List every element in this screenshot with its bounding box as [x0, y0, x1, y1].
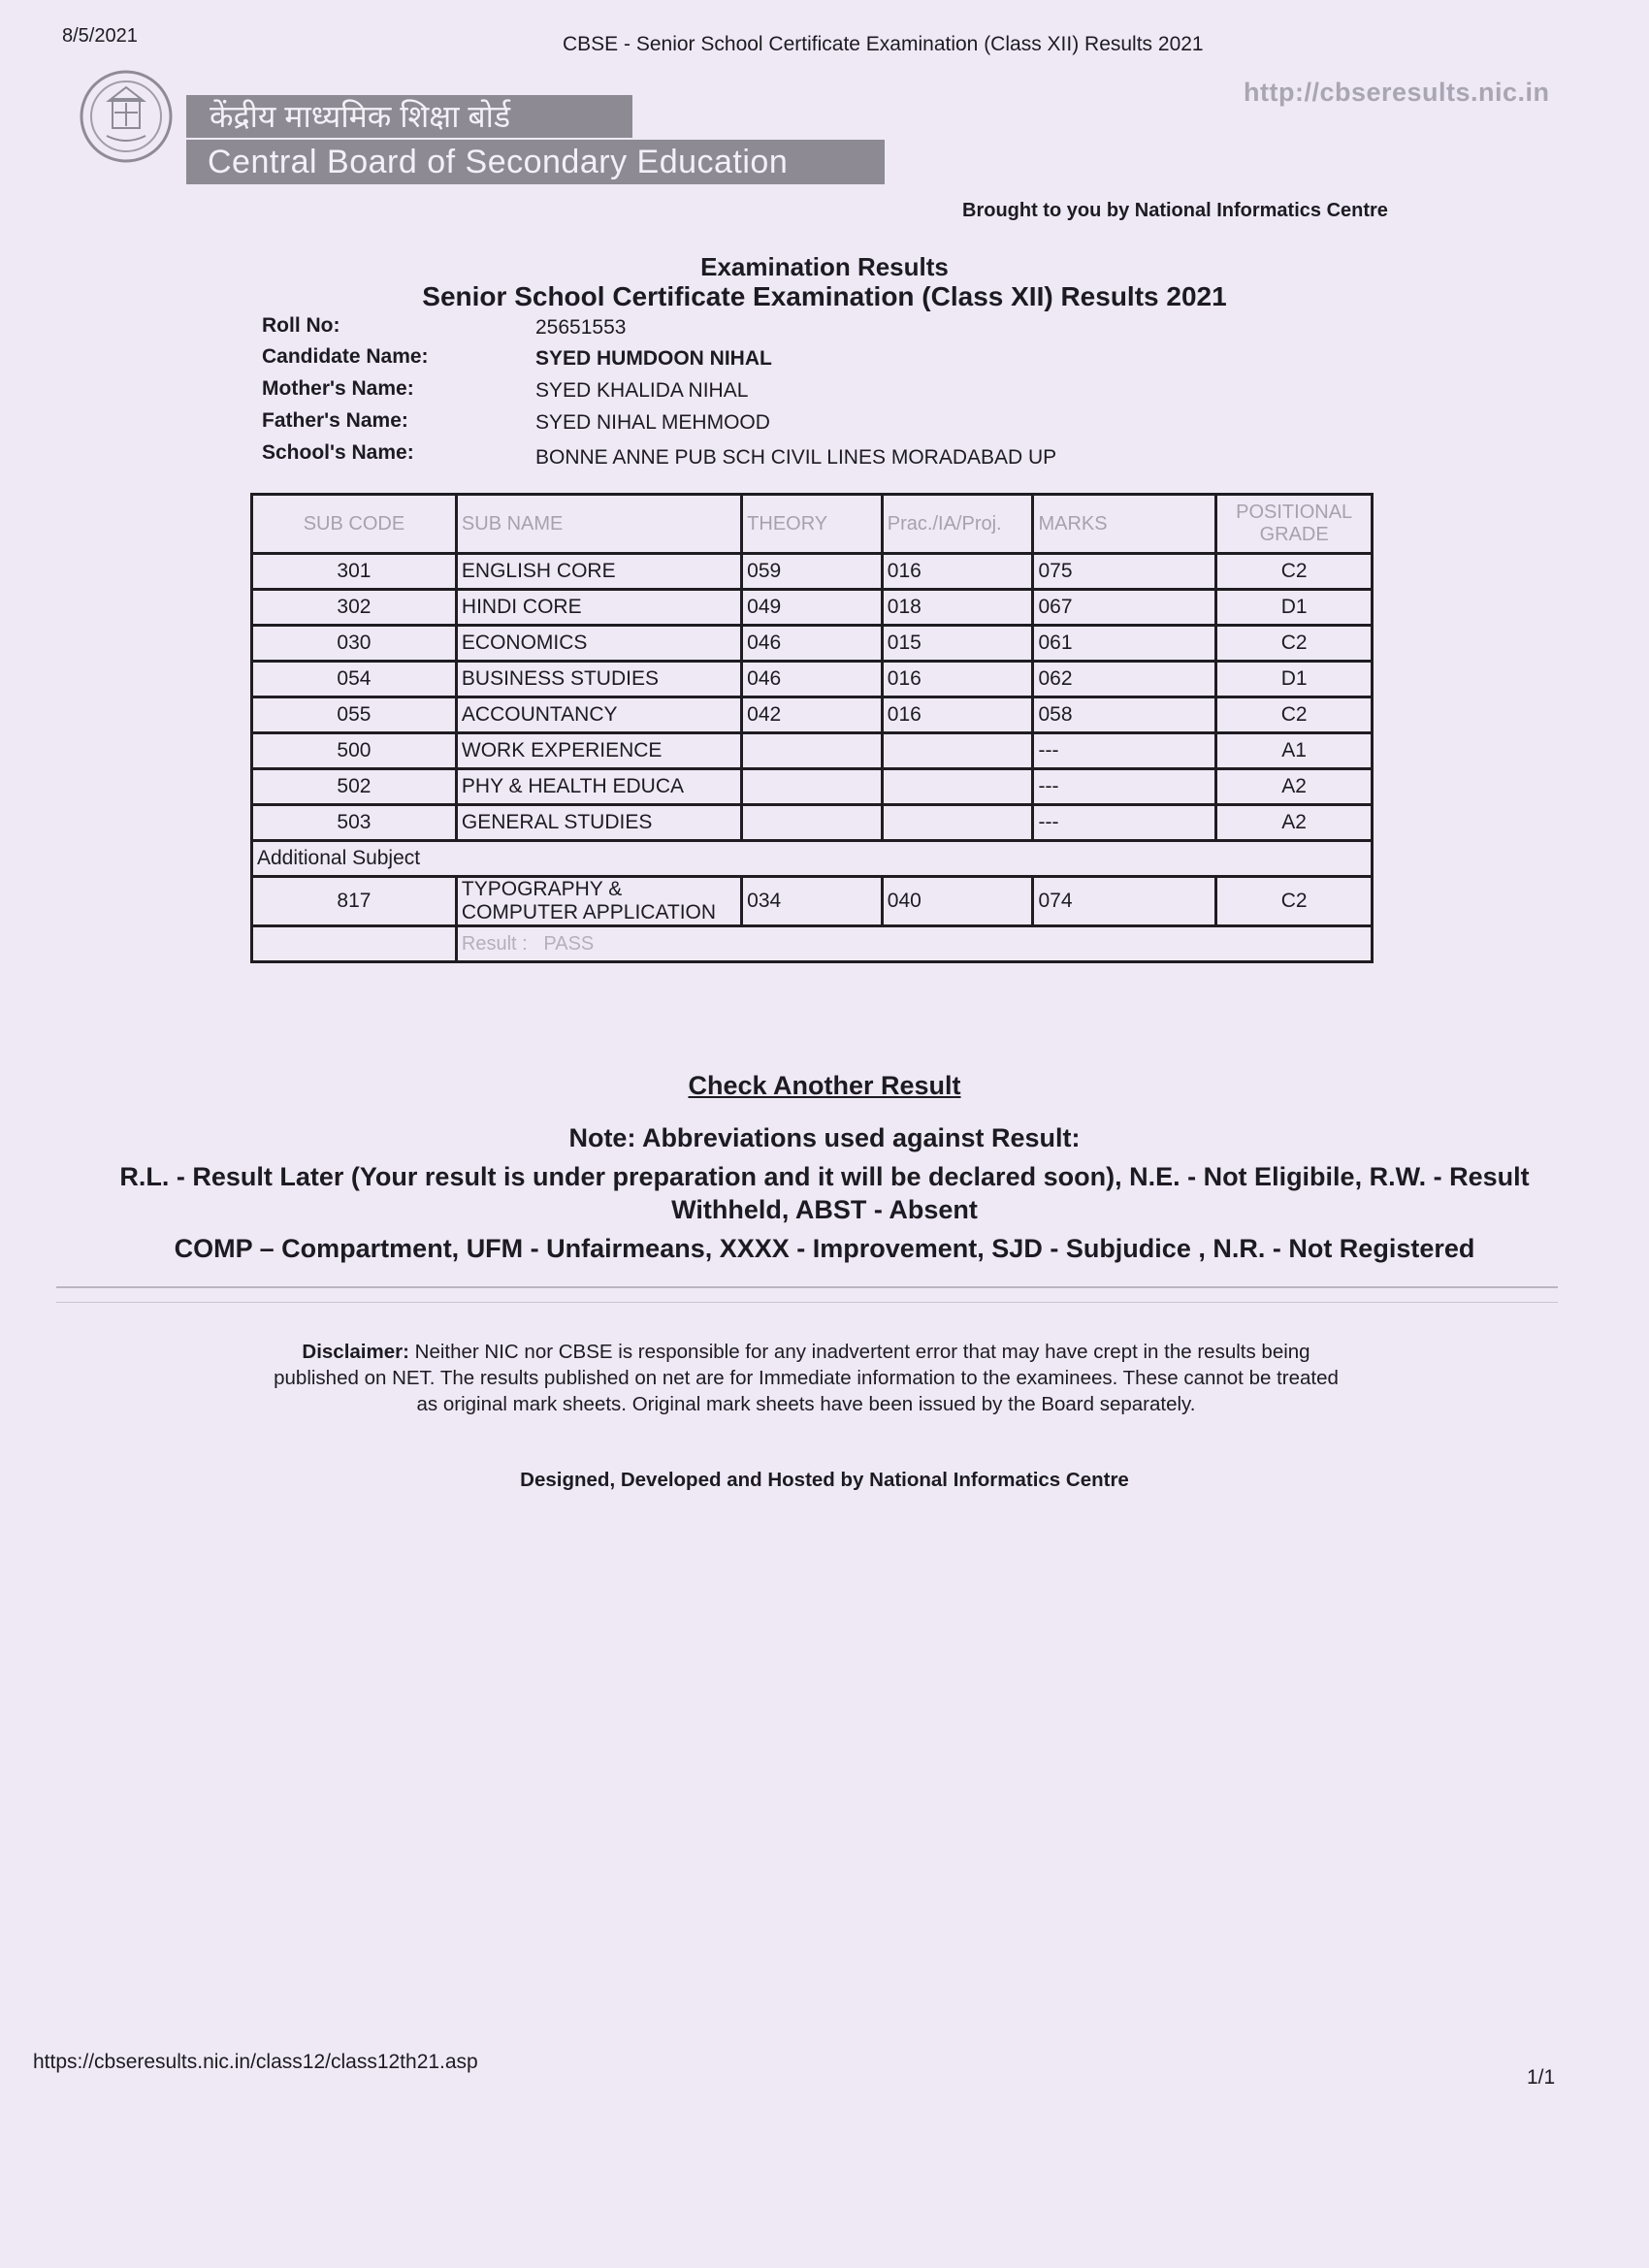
print-date: 8/5/2021 [62, 25, 138, 47]
sub-code: 030 [252, 626, 457, 662]
banner-hindi-title: केंद्रीय माध्यमिक शिक्षा बोर्ड [186, 95, 632, 138]
father-name-label: Father's Name: [262, 409, 408, 432]
roll-value: 25651553 [535, 316, 627, 339]
result-label: Result : [461, 932, 528, 955]
sub-name: ENGLISH CORE [456, 554, 741, 590]
sub-name: PHY & HEALTH EDUCA [456, 769, 741, 805]
results-table [250, 493, 1374, 963]
marks: 058 [1033, 697, 1216, 733]
exam-title: Senior School Certificate Examination (Class XII) Results 2021 [422, 281, 1227, 311]
table-row [252, 626, 1373, 662]
notes-line-3: COMP – Compartment, UFM - Unfairmeans, XXXX - Improvement, SJD - Subjudice , N.R. - Not Registered [174, 1234, 1475, 1263]
designed-by-text: Designed, Developed and Hosted by National Informatics Centre [520, 1469, 1129, 1491]
table-row [252, 590, 1373, 626]
table-row [252, 554, 1373, 590]
grade: C2 [1216, 626, 1373, 662]
sub-name: ECONOMICS [456, 626, 741, 662]
sub-name: HINDI CORE [456, 590, 741, 626]
header-theory: THEORY [742, 495, 883, 554]
site-url: http://cbseresults.nic.in [1244, 78, 1550, 107]
theory: 034 [742, 877, 883, 926]
print-footer-url: https://cbseresults.nic.in/class12/class12th21.asp [33, 2051, 478, 2073]
page-number: 1/1 [1527, 2066, 1556, 2089]
sub-code: 055 [252, 697, 457, 733]
practical: 016 [882, 697, 1033, 733]
result-value: PASS [543, 932, 595, 955]
grade: D1 [1216, 590, 1373, 626]
school-name-value: BONNE ANNE PUB SCH CIVIL LINES MORADABAD UP [535, 446, 1057, 469]
sub-code: 817 [252, 877, 457, 926]
header-sub-name: SUB NAME [456, 495, 741, 554]
divider [56, 1286, 1558, 1288]
disclaimer [268, 1339, 1344, 1417]
practical [882, 805, 1033, 841]
notes-line-2: Withheld, ABST - Absent [671, 1195, 978, 1224]
result-cell [456, 926, 1372, 962]
practical: 016 [882, 662, 1033, 697]
marks: --- [1033, 805, 1216, 841]
sub-code: 301 [252, 554, 457, 590]
marks: --- [1033, 769, 1216, 805]
grade: A2 [1216, 769, 1373, 805]
practical: 018 [882, 590, 1033, 626]
additional-subject-label: Additional Subject [252, 841, 1373, 877]
practical: 040 [882, 877, 1033, 926]
header-sub-code: SUB CODE [252, 495, 457, 554]
school-name-label: School's Name: [262, 441, 414, 464]
grade: D1 [1216, 662, 1373, 697]
cbse-logo-icon [78, 68, 175, 165]
additional-subject-row [252, 841, 1373, 877]
table-row [252, 733, 1373, 769]
theory: 046 [742, 626, 883, 662]
theory: 059 [742, 554, 883, 590]
mother-name-label: Mother's Name: [262, 377, 414, 400]
result-empty-cell [252, 926, 457, 962]
sub-name: BUSINESS STUDIES [456, 662, 741, 697]
table-row [252, 662, 1373, 697]
roll-label: Roll No: [262, 314, 340, 337]
grade: C2 [1216, 877, 1373, 926]
marks: 075 [1033, 554, 1216, 590]
practical [882, 769, 1033, 805]
notes-heading: Note: Abbreviations used against Result: [568, 1123, 1081, 1152]
sub-code: 054 [252, 662, 457, 697]
marks: --- [1033, 733, 1216, 769]
theory [742, 733, 883, 769]
mother-name-value: SYED KHALIDA NIHAL [535, 379, 749, 402]
table-header-row [252, 495, 1373, 554]
header-practical: Prac./IA/Proj. [882, 495, 1033, 554]
check-another-result-link[interactable]: Check Another Result [688, 1071, 961, 1100]
grade: A1 [1216, 733, 1373, 769]
table-row [252, 805, 1373, 841]
divider [56, 1302, 1558, 1303]
page-title: Examination Results [700, 252, 949, 281]
sub-code: 500 [252, 733, 457, 769]
result-row [252, 926, 1373, 962]
banner-english-title: Central Board of Secondary Education [186, 140, 885, 184]
cbse-banner [186, 95, 885, 186]
sub-name: GENERAL STUDIES [456, 805, 741, 841]
table-row [252, 769, 1373, 805]
grade: A2 [1216, 805, 1373, 841]
sub-name: ACCOUNTANCY [456, 697, 741, 733]
sub-code: 503 [252, 805, 457, 841]
practical: 016 [882, 554, 1033, 590]
disclaimer-label: Disclaimer: [302, 1341, 409, 1363]
header-marks: MARKS [1033, 495, 1216, 554]
father-name-value: SYED NIHAL MEHMOOD [535, 411, 770, 434]
notes-line-1: R.L. - Result Later (Your result is under preparation and it will be declared soon), N.E. - Not Eligibile, R.W. - Result [119, 1162, 1530, 1191]
print-page-title: CBSE - Senior School Certificate Examination (Class XII) Results 2021 [563, 33, 1204, 55]
marks: 061 [1033, 626, 1216, 662]
candidate-name-label: Candidate Name: [262, 345, 429, 368]
grade: C2 [1216, 554, 1373, 590]
marks: 074 [1033, 877, 1216, 926]
candidate-name-value: SYED HUMDOON NIHAL [535, 347, 772, 370]
disclaimer-text: Neither NIC nor CBSE is responsible for any inadvertent error that may have crept in the results being published on NET. The results published on net are for Immediate information to the examinees. These cannot be treated as original mark sheets. Original mark sheets have been issued by the Board separately. [274, 1341, 1339, 1415]
sub-name: WORK EXPERIENCE [456, 733, 741, 769]
theory: 046 [742, 662, 883, 697]
practical [882, 733, 1033, 769]
sub-code: 302 [252, 590, 457, 626]
sub-code: 502 [252, 769, 457, 805]
sub-name: TYPOGRAPHY & COMPUTER APPLICATION [456, 877, 741, 926]
grade: C2 [1216, 697, 1373, 733]
table-row [252, 697, 1373, 733]
theory: 049 [742, 590, 883, 626]
practical: 015 [882, 626, 1033, 662]
table-row [252, 877, 1373, 926]
brought-by-text: Brought to you by National Informatics Centre [962, 200, 1388, 221]
header-positional-grade: POSITIONAL GRADE [1216, 495, 1373, 554]
theory [742, 805, 883, 841]
theory [742, 769, 883, 805]
marks: 062 [1033, 662, 1216, 697]
theory: 042 [742, 697, 883, 733]
marks: 067 [1033, 590, 1216, 626]
